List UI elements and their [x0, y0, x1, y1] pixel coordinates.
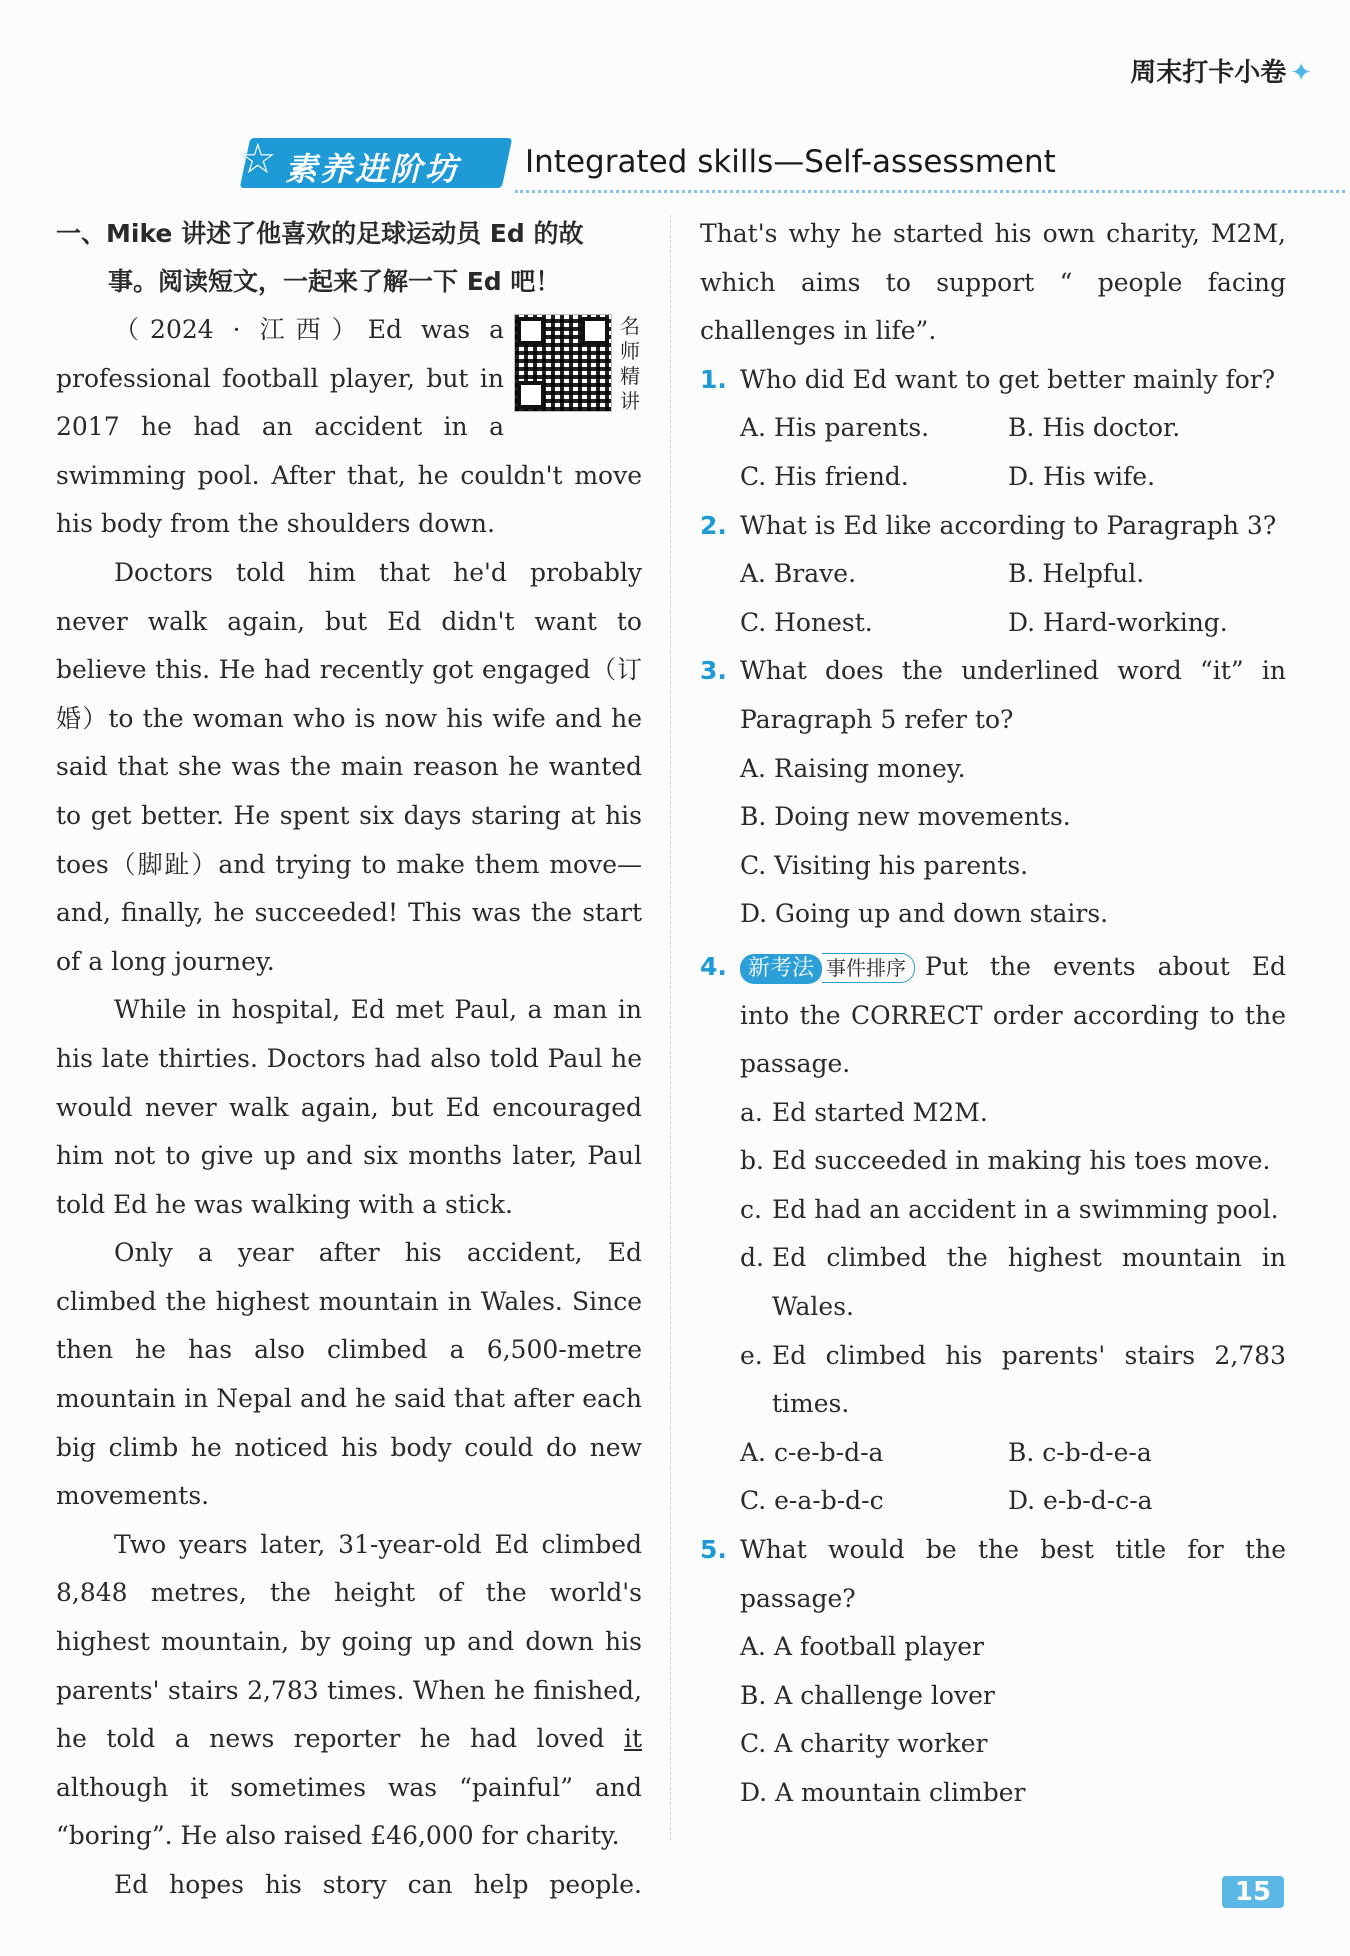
question-1: 1. Who did Ed want to get better mainly for? A. His parents. B. His doctor. C. His friend. D. His wife.	[700, 356, 1286, 502]
banner-underline	[515, 188, 1345, 193]
event-item: a. Ed started M2M.	[740, 1097, 988, 1127]
question-stem: 新考法 事件排序 Put the events about Ed into the CORRECT order according to the passage.	[740, 951, 1286, 1079]
task-text-line1: Mike 讲述了他喜欢的足球运动员 Ed 的故	[106, 219, 584, 248]
option-b[interactable]: B. Helpful.	[1008, 559, 1145, 589]
option-a[interactable]: A. Brave.	[740, 559, 857, 589]
passage-paragraph-6-continued: That's why he started his own charity, M2M, which aims to support “ people facing challenges in life”.	[700, 219, 1286, 346]
question-stem: What is Ed like according to Paragraph 3?	[740, 510, 1277, 540]
question-stem: What does the underlined word “it” in Paragraph 5 refer to?	[740, 656, 1286, 734]
option-a[interactable]: A. Raising money.	[740, 753, 966, 783]
underlined-word: it	[623, 1724, 642, 1754]
option-d[interactable]: D. Going up and down stairs.	[740, 899, 1109, 929]
option-b[interactable]: B. His doctor.	[1008, 413, 1181, 443]
banner-subtitle: Integrated skills—Self-assessment	[525, 144, 1056, 180]
left-column	[56, 210, 642, 1909]
option-a[interactable]: A. His parents.	[740, 413, 930, 443]
banner-badge-text: 素养进阶坊	[285, 150, 461, 188]
qr-code[interactable]	[514, 314, 642, 422]
event-list	[700, 1089, 1286, 1429]
option-c[interactable]: C. Honest.	[740, 607, 873, 637]
header-tag	[1130, 52, 1312, 89]
option-c[interactable]: C. A charity worker	[740, 1729, 988, 1759]
new-format-tag: 新考法	[740, 954, 822, 984]
option-d[interactable]: D. A mountain climber	[740, 1778, 1026, 1807]
question-stem: What would be the best title for the passage?	[740, 1535, 1286, 1613]
passage-paragraph-1: （2024 · 江西）Ed was a professional football player, but in 2017 he had an accident in a swimming pool. After that, he couldn't move his body from the shoulders down.	[56, 315, 642, 539]
option-d[interactable]: D. His wife.	[1008, 461, 1156, 491]
question-5: 5. What would be the best title for the passage? A. A football player B. A challenge lover C. A charity worker D. A mountain climber	[700, 1526, 1286, 1818]
right-column	[700, 210, 1286, 1818]
option-a[interactable]: A. A football player	[740, 1632, 984, 1662]
passage-paragraph-6: Ed hopes his story can help people.	[114, 1870, 642, 1899]
event-item: d. Ed climbed the highest mountain in Wales.	[740, 1243, 1286, 1322]
page-number: 15	[1222, 1876, 1284, 1908]
qr-code-icon	[514, 314, 612, 412]
task-text-line2: 事。阅读短文，一起来了解一下 Ed 吧！	[108, 267, 561, 296]
option-c[interactable]: C. e-a-b-d-c	[740, 1486, 884, 1516]
question-3: 3. What does the underlined word “it” in Paragraph 5 refer to? A. Raising money. B. Doing new movements. C. Visiting his parents. D. Going up and down stairs.	[700, 647, 1286, 939]
event-item: c. Ed had an accident in a swimming pool.	[740, 1194, 1279, 1224]
event-item: e. Ed climbed his parents' stairs 2,783 times.	[740, 1340, 1286, 1419]
header-title: 周末打卡小卷	[1130, 58, 1287, 88]
question-2: 2. What is Ed like according to Paragraph 3? A. Brave. B. Helpful. C. Honest. D. Hard-working.	[700, 502, 1286, 648]
passage-paragraph-2: Doctors told him that he'd probably never walk again, but Ed didn't want to believe this. He had recently got engaged（订婚）to the woman who is now his wife and he said that she was the main reason he wanted to get better. He spent six days staring at his toes（脚趾）and trying to make them move—and, finally, he succeeded! This was the start of a long journey.	[56, 557, 642, 976]
task-instruction	[56, 210, 642, 306]
option-d[interactable]: D. e-b-d-c-a	[1008, 1486, 1153, 1516]
task-number: 一、	[56, 219, 107, 248]
passage-paragraph-3: While in hospital, Ed met Paul, a man in his late thirties. Doctors had also told Paul he would never walk again, but Ed encouraged him not to give up and six months later, Paul told Ed he was walking with a stick.	[56, 995, 642, 1219]
tag-label: 事件排序	[822, 953, 915, 983]
star-icon: ☆	[239, 134, 277, 183]
option-b[interactable]: B. Doing new movements.	[740, 802, 1071, 832]
option-b[interactable]: B. A challenge lover	[740, 1680, 995, 1710]
option-c[interactable]: C. Visiting his parents.	[740, 850, 1029, 880]
option-c[interactable]: C. His friend.	[740, 461, 909, 491]
column-divider	[670, 215, 671, 1840]
passage-paragraph-5: Two years later, 31-year-old Ed climbed 8,848 metres, the height of the world's highest mountain, by going up and down his parents' stairs 2,783 times. When he finished, he told a news reporter he had loved it although it sometimes was “painful” and “boring”. He also raised £46,000 for charity.	[56, 1529, 642, 1851]
option-d[interactable]: D. Hard-working.	[1008, 607, 1228, 637]
qr-label: 名 师 精 讲	[620, 314, 640, 413]
option-b[interactable]: B. c-b-d-e-a	[1008, 1437, 1152, 1467]
event-item: b. Ed succeeded in making his toes move.	[740, 1146, 1271, 1176]
option-a[interactable]: A. c-e-b-d-a	[740, 1437, 884, 1467]
question-4: 4. 新考法 事件排序 Put the events about Ed into the CORRECT order according to the passage. a. Ed started M2M. b. Ed succeeded in making his toes move. c. Ed had an accident in a swimming pool. d. Ed climbed the highest mountain in Wales. e. Ed climbed his parents' stairs 2,783 times. A. c-e-b-d-a B. c-b-d-e-a C. e-a-b-d-c D. e-b-d-c-a	[700, 943, 1286, 1526]
sparkle-icon: ✦	[1290, 58, 1312, 88]
passage-paragraph-4: Only a year after his accident, Ed climbed the highest mountain in Wales. Since then he has also climbed a 6,500-metre mountain in Nepal and he said that after each big climb he noticed his body could do new movements.	[56, 1238, 642, 1511]
question-stem: Who did Ed want to get better mainly for?	[740, 364, 1276, 394]
